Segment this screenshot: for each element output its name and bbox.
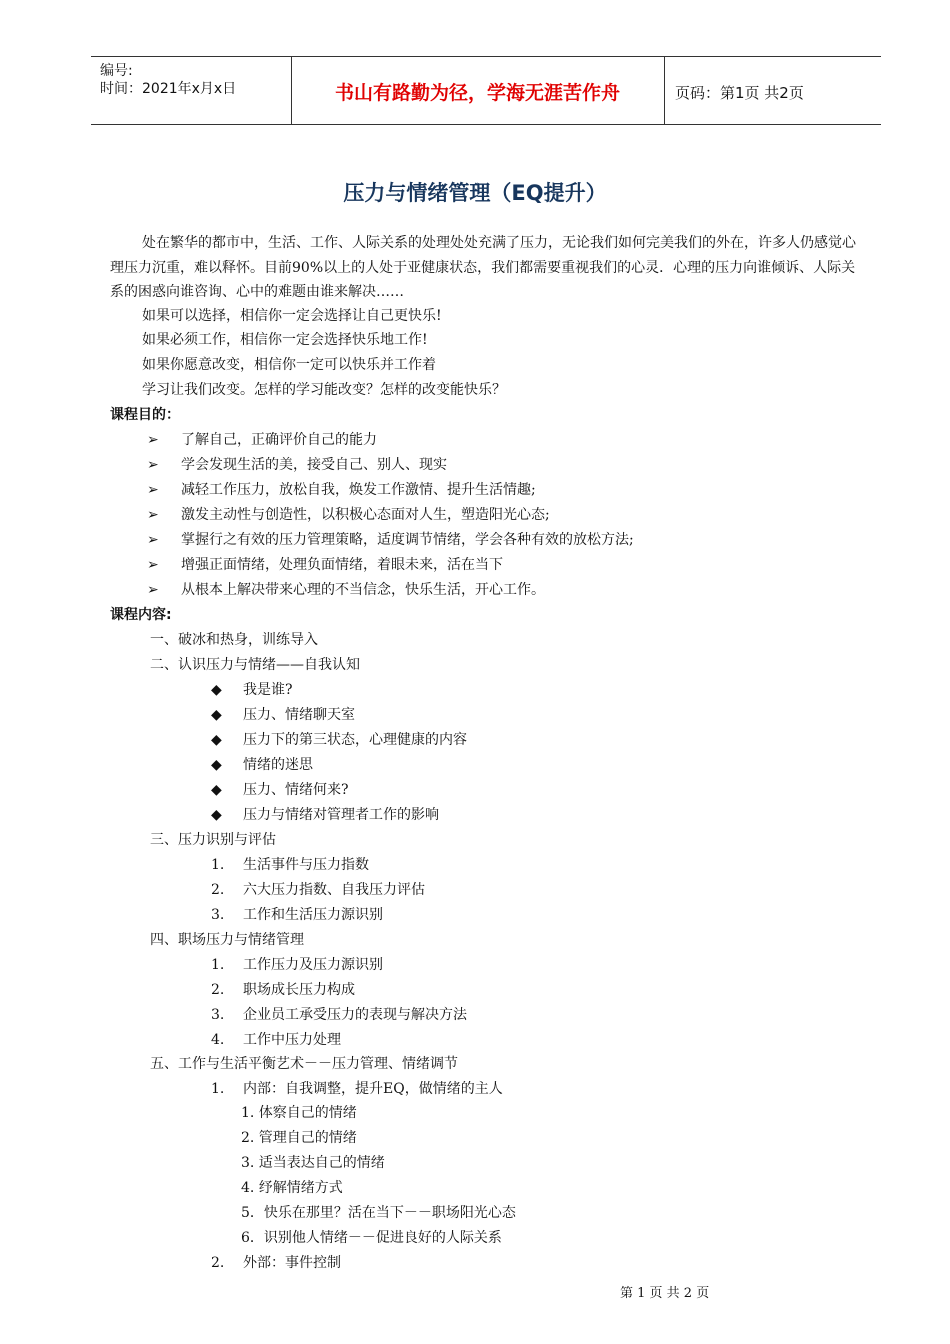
section-heading: 二、认识压力与情绪——自我认知 [150,657,360,673]
section-item: 压力下的第三状态，心理健康的内容 [243,732,467,748]
section-item: 内部：自我调整，提升EQ，做情绪的主人 [243,1081,503,1097]
date-label: 时间：2021年x月x日 [100,81,237,97]
section-item: 六大压力指数、自我压力评估 [243,882,425,898]
intro-line: 如果你愿意改变，相信你一定可以快乐并工作着 [142,357,436,373]
diamond-bullet-icon: ◆ [211,682,222,698]
section-item: 企业员工承受压力的表现与解决方法 [243,1007,467,1023]
item-number: 2. [211,1255,225,1271]
section-item: 压力、情绪何来? [243,782,349,798]
page-number-label: 页码：第1页 共2页 [675,84,804,102]
content-heading: 课程内容: [110,607,172,623]
arrow-bullet-icon: ➢ [147,457,159,473]
sub-item: 3. 适当表达自己的情绪 [241,1155,385,1171]
objective-item: 减轻工作压力，放松自我，焕发工作激情、提升生活情趣; [181,482,536,498]
section-heading: 四、职场压力与情绪管理 [150,932,304,948]
diamond-bullet-icon: ◆ [211,707,222,723]
page-title: 压力与情绪管理（EQ提升） [343,181,607,205]
objective-item: 掌握行之有效的压力管理策略，适度调节情绪，学会各种有效的放松方法; [181,532,634,548]
item-number: 1. [211,857,225,873]
item-number: 2. [211,882,225,898]
arrow-bullet-icon: ➢ [147,557,159,573]
sub-item: 2. 管理自己的情绪 [241,1130,357,1146]
section-item: 工作和生活压力源识别 [243,907,383,923]
header-info-cell [91,57,292,124]
intro-line: 如果必须工作，相信你一定会选择快乐地工作! [142,332,428,348]
sub-item: 4. 纾解情绪方式 [241,1180,343,1196]
header-page-cell [664,57,881,124]
section-item: 压力与情绪对管理者工作的影响 [243,807,439,823]
document-header [91,56,881,125]
item-number: 1. [211,1081,225,1097]
page-footer: 第 1 页 共 2 页 [620,1286,710,1301]
item-number: 3. [211,1007,225,1023]
section-item: 情绪的迷思 [243,757,313,773]
section-item: 工作压力及压力源识别 [243,957,383,973]
arrow-bullet-icon: ➢ [147,432,159,448]
diamond-bullet-icon: ◆ [211,757,222,773]
objective-item: 增强正面情绪，处理负面情绪，着眼未来，活在当下 [181,557,503,573]
intro-paragraph: 处在繁华的都市中，生活、工作、人际关系的处理处处充满了压力，无论我们如何完美我们的外在，许多人仍感觉心理压力沉重，难以释怀。目前90%以上的人处于亚健康状态，我们都需要重视我们的心灵．心理的压力向谁倾诉、人际关系的困惑向谁咨询、心中的难题由谁来解决…… [110,235,856,300]
objective-item: 从根本上解决带来心理的不当信念，快乐生活，开心工作。 [181,582,545,598]
arrow-bullet-icon: ➢ [147,507,159,523]
intro-line: 如果可以选择，相信你一定会选择让自己更快乐! [142,308,442,324]
arrow-bullet-icon: ➢ [147,532,159,548]
objectives-heading: 课程目的： [110,407,180,423]
section-item: 生活事件与压力指数 [243,857,369,873]
arrow-bullet-icon: ➢ [147,482,159,498]
item-number: 1. [211,957,225,973]
sub-item: 6．识别他人情绪－－促进良好的人际关系 [241,1230,502,1246]
section-item: 工作中压力处理 [243,1032,341,1048]
section-item: 职场成长压力构成 [243,982,355,998]
diamond-bullet-icon: ◆ [211,782,222,798]
sub-item: 5．快乐在那里？活在当下－－职场阳光心态 [241,1205,516,1221]
objective-item: 激发主动性与创造性，以积极心态面对人生，塑造阳光心态; [181,507,550,523]
item-number: 2. [211,982,225,998]
diamond-bullet-icon: ◆ [211,732,222,748]
section-item: 外部：事件控制 [243,1255,341,1271]
number-label: 编号: [100,63,133,79]
objective-item: 学会发现生活的美，接受自己、别人、现实 [181,457,447,473]
section-heading: 五、工作与生活平衡艺术－－压力管理、情绪调节 [150,1056,458,1072]
diamond-bullet-icon: ◆ [211,807,222,823]
section-item: 压力、情绪聊天室 [243,707,355,723]
item-number: 3. [211,907,225,923]
section-heading: 三、压力识别与评估 [150,832,276,848]
section-item: 我是谁? [243,682,293,698]
motto: 书山有路勤为径，学海无涯苦作舟 [334,82,620,104]
arrow-bullet-icon: ➢ [147,582,159,598]
intro-line: 学习让我们改变。怎样的学习能改变？怎样的改变能快乐？ [142,382,506,398]
section-heading: 一、破冰和热身，训练导入 [150,632,318,648]
sub-item: 1. 体察自己的情绪 [241,1105,357,1121]
header-motto-cell [291,57,665,124]
objective-item: 了解自己，正确评价自己的能力 [181,432,377,448]
item-number: 4. [211,1032,225,1048]
